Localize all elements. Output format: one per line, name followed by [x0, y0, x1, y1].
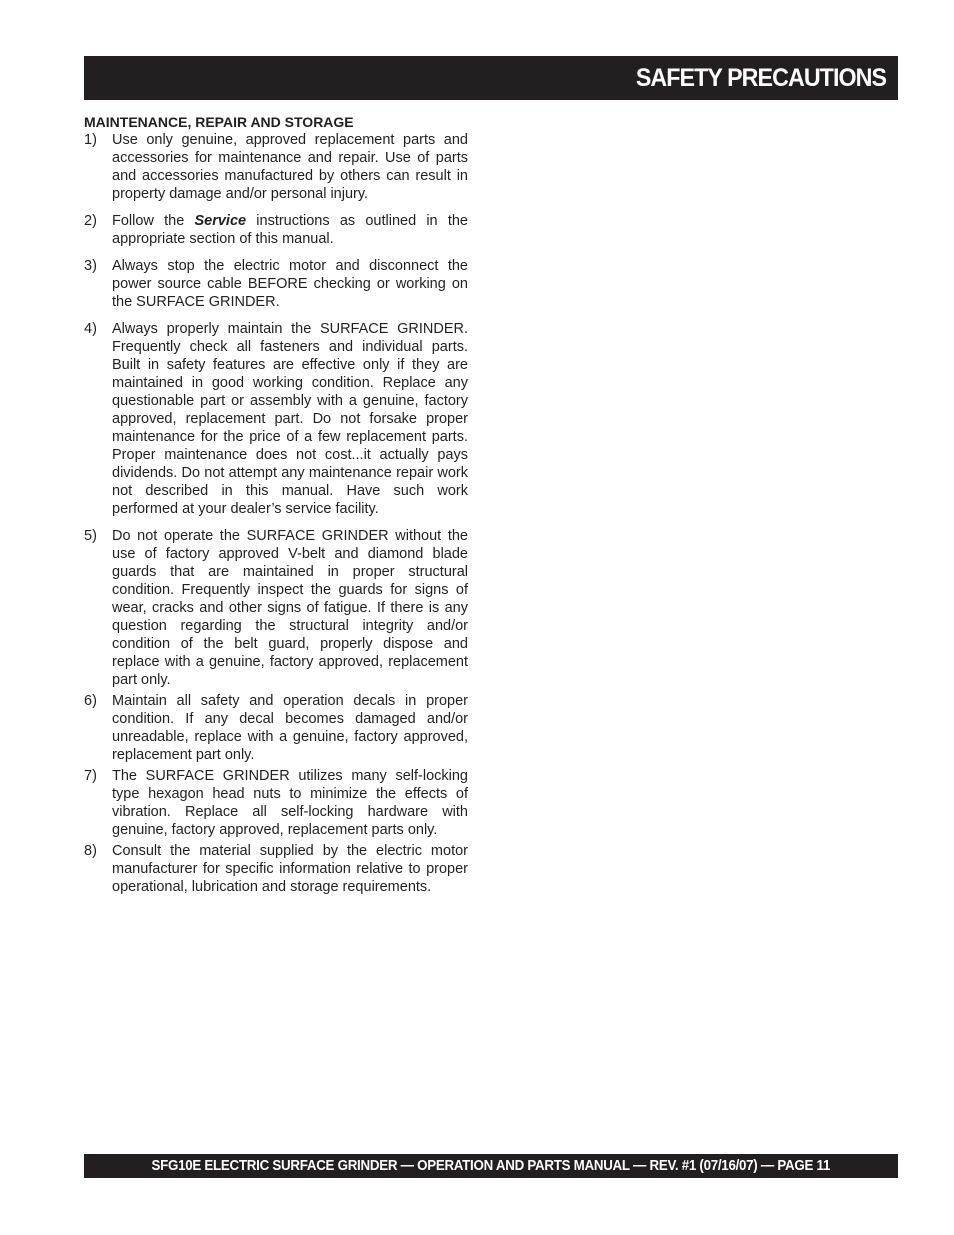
- section-heading: MAINTENANCE, REPAIR AND STORAGE: [84, 114, 354, 130]
- item-text: Always properly maintain the SURFACE GRINDER. Frequently check all fasteners and individual parts. Built in safety features are effective only if they are maintained in good working condition. Replace any questionable part or assembly with a genuine, factory approved, replacement part. Do not forsake proper maintenance for the price of a few replacement parts. Proper maintenance does not cost...it actually pays dividends. Do not attempt any maintenance repair work not described in this manual. Have such work performed at your dealer’s service facility.: [112, 321, 468, 517]
- item-number: 6): [84, 693, 97, 709]
- item-text: Consult the material supplied by the electric motor manufacturer for specific information relative to proper operational, lubrication and storage requirements.: [112, 843, 468, 895]
- item-text-before: Follow the: [112, 213, 195, 229]
- item-number: 4): [84, 321, 97, 337]
- item-number: 3): [84, 258, 97, 274]
- item-text: Use only genuine, approved replacement parts and accessories for maintenance and repair. Use of parts and accessories manufactured by others can result in property damage and/or personal injury.: [112, 132, 468, 202]
- list-item: [84, 527, 468, 689]
- list-item: [84, 842, 468, 896]
- item-number: 5): [84, 528, 97, 544]
- item-number: 7): [84, 768, 97, 784]
- main-content: [84, 113, 468, 896]
- item-text: Maintain all safety and operation decals in proper condition. If any decal becomes damaged and/or unreadable, replace with a genuine, factory approved, replacement part only.: [112, 693, 468, 763]
- list-item: [84, 131, 468, 203]
- item-number: 8): [84, 843, 97, 859]
- service-emphasis: Service: [194, 213, 247, 229]
- item-text: The SURFACE GRINDER utilizes many self-locking type hexagon head nuts to minimize the effects of vibration. Replace all self-locking hardware with genuine, factory approved, replacement parts only.: [112, 768, 468, 838]
- page-footer-bar: [84, 1154, 898, 1178]
- item-text-after: instructions as outlined in the appropriate section of this manual.: [112, 213, 468, 247]
- page-header-bar: [84, 56, 898, 100]
- item-text: Do not operate the SURFACE GRINDER without the use of factory approved V-belt and diamond blade guards that are maintained in proper structural condition. Frequently inspect the guards for signs of wear, cracks and other signs of fatigue. If there is any question regarding the structural integrity and/or condition of the belt guard, properly dispose and replace with a genuine, factory approved, replacement part only.: [112, 528, 468, 688]
- page-title: SAFETY PRECAUTIONS: [635, 63, 886, 92]
- item-number: 1): [84, 132, 97, 148]
- list-item: [84, 767, 468, 839]
- precautions-list: [84, 131, 468, 896]
- item-text: [112, 212, 468, 248]
- list-item: [84, 257, 468, 311]
- footer-text: SFG10E ELECTRIC SURFACE GRINDER — OPERATION AND PARTS MANUAL — REV. #1 (07/16/07) — PAGE 11: [151, 1158, 831, 1174]
- item-number: 2): [84, 213, 97, 229]
- list-item: [84, 692, 468, 764]
- list-item: [84, 212, 468, 248]
- item-text: Always stop the electric motor and disconnect the power source cable BEFORE checking or working on the SURFACE GRINDER.: [112, 258, 468, 310]
- list-item: [84, 320, 468, 518]
